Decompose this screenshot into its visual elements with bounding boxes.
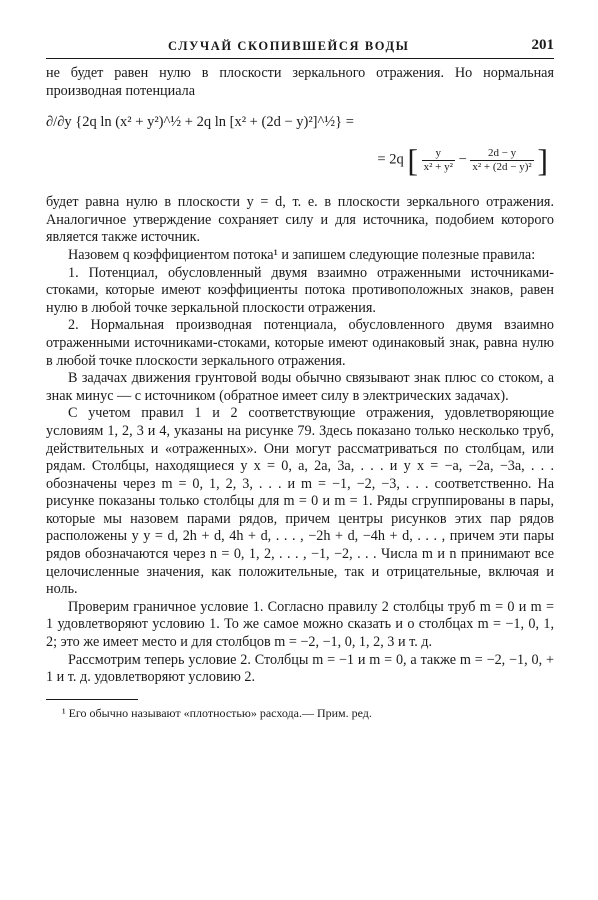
left-bracket: [ — [407, 142, 418, 179]
fraction-1-numerator: y — [435, 146, 442, 159]
paragraph-sign-convention: В задачах движения грунтовой воды обычно связывают знак плюс со стоком, а знак минус — с источником (обратное имеет силу в электрических задачах). — [46, 370, 554, 404]
running-title: СЛУЧАЙ СКОПИВШЕЙСЯ ВОДЫ — [167, 39, 410, 53]
fraction-1-denominator: x² + y² — [423, 160, 453, 173]
fraction-2-numerator: 2d − y — [487, 146, 517, 159]
paragraph-plane-result: будет равна нулю в плоскости y = d, т. е. в плоскости зеркального отражения. Аналогичное утверждение сохраняет силу и для источника, подобием которого является также источник. — [46, 194, 554, 246]
paragraph-rule-1: 1. Потенциал, обусловленный двумя взаимно отраженными источниками-стоками, которые имеют коэффициенты потока противоположных знаков, равен нулю в любой точке зеркальной плоскости отражения. — [46, 264, 554, 316]
running-header — [46, 34, 554, 59]
paragraph-flow-coefficient: Назовем q коэффициентом потока¹ и запишем следующие полезные правила: — [68, 246, 536, 263]
paragraph-condition-2: Рассмотрим теперь условие 2. Столбцы m = −1 и m = 0, а также m = −2, −1, 0, + 1 и т. д. удовлетворяют условию 2. — [46, 651, 554, 686]
intro-paragraph: не будет равен нулю в плоскости зеркального отражения. Но нормальная производная потенциала — [46, 65, 554, 99]
body-text — [46, 65, 554, 687]
fraction-2-denominator: x² + (2d − y)² — [472, 160, 532, 173]
fraction-1 — [422, 147, 455, 174]
paragraph-rule-2: 2. Нормальная производная потенциала, обусловленного двумя взаимно отраженными источниками-стоками, которые имеют одинаковый знак, равна нулю в любой точке плоскости зеркального отражения. — [46, 317, 554, 369]
footnote-divider — [46, 699, 138, 700]
right-bracket: ] — [537, 142, 548, 179]
page-number: 201 — [531, 37, 554, 53]
formula-line-2 — [377, 142, 548, 179]
derivative-formula — [46, 108, 554, 190]
paragraph-reflections: С учетом правил 1 и 2 соответствующие отражения, удовлетворяющие условиям 1, 2, 3 и 4, указаны на рисунке 79. Здесь показано только несколько труб, действительных и «отраженных». Они могут рассматриваться по столбцам, или рядам. Столбцы, находящиеся у x = 0, a, 2a, 3a, . . . и у x = −a, −2a, −3a, . . . обозначены через m = 0, 1, 2, 3, . . . и m = −1, −2, −3, . . . соответственно. На рисунке показаны только столбцы для m = 0 и m = 1. Ряды сгруппированы в пары, которые мы назовем парами рядов, причем центры рисунков этих пар рядов расположены у y = d, 2h + d, 4h + d, . . . , −2h + d, −4h + d, . . . , причем эти пары рядов обозначаются через n = 0, 1, 2, . . . , −1, −2, . . . Числа m и n принимают все целочисленные значения, как положительные, так и отрицательные, включая и ноль. — [46, 405, 554, 598]
minus-sign: − — [458, 151, 467, 168]
fraction-2 — [470, 147, 533, 174]
footnote: ¹ Его обычно называют «плотностью» расхода.— Прим. ред. — [62, 705, 372, 720]
formula-line-1: ∂/∂y {2q ln (x² + y²)^½ + 2q ln [x² + (2d − y)²]^½} = — [46, 114, 354, 131]
formula-prefix: = 2q — [377, 151, 404, 168]
paragraph-condition-1: Проверим граничное условие 1. Согласно правилу 2 столбцы труб m = 0 и m = 1 удовлетворяют условию 1. То же самое можно сказать и о столбцах m = −1, 0, 1, 2; это же имеет место и для столбцов m = −2, −1, 0, 1, 2, 3 и т. д. — [46, 598, 554, 651]
